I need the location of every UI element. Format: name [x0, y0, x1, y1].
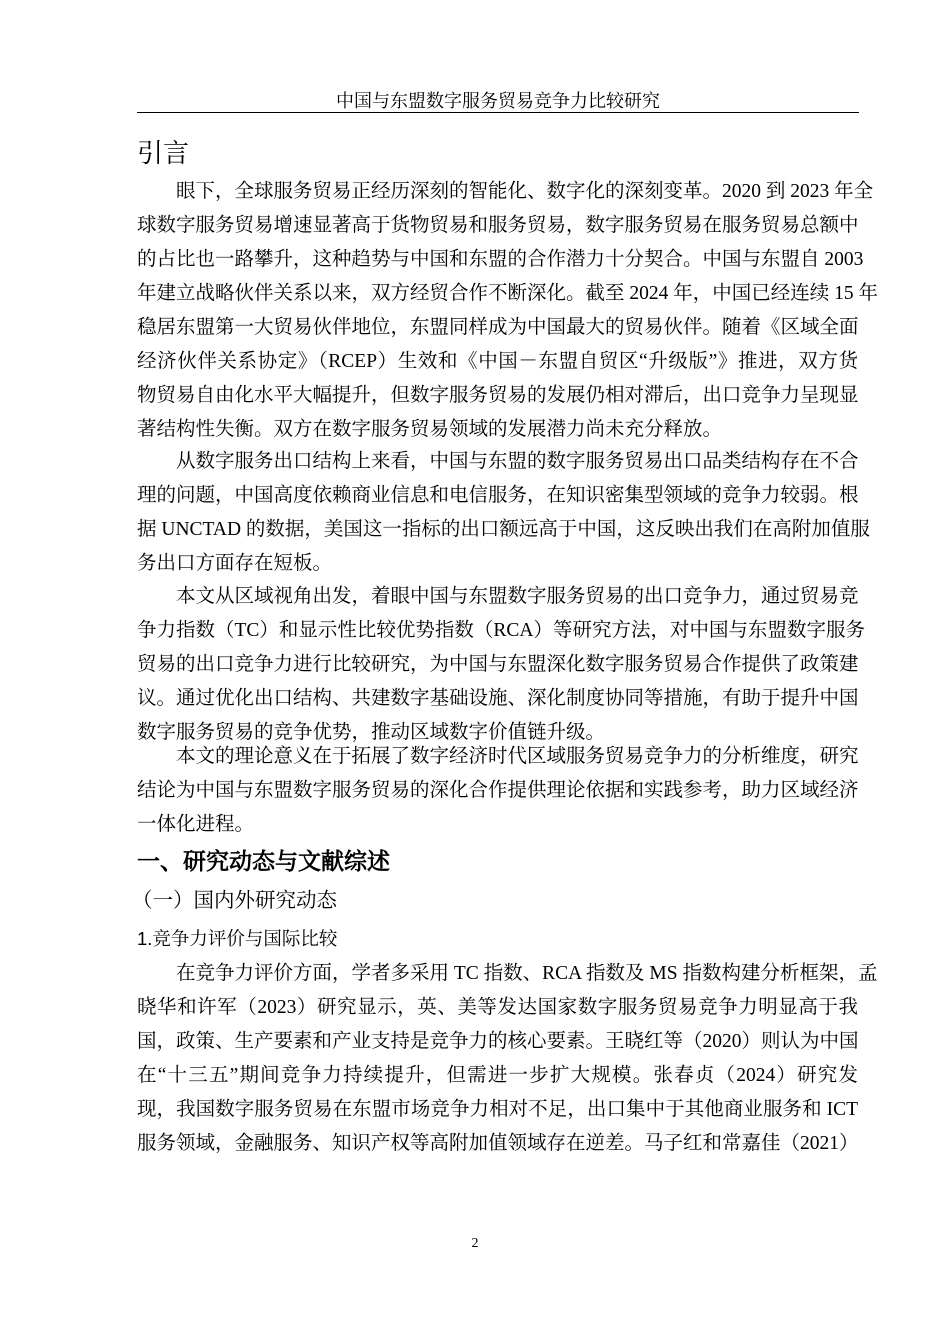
text-line: 据 UNCTAD 的数据，美国这一指标的出口额远高于中国，这反映出我们在高附加值服 — [137, 519, 870, 540]
heading-introduction: 引言 — [137, 138, 190, 168]
text-line: 本文的理论意义在于拓展了数字经济时代区域服务贸易竞争力的分析维度，研究 — [176, 746, 859, 767]
page-number: 2 — [471, 1236, 479, 1251]
text-line: 稳居东盟第一大贸易伙伴地位，东盟同样成为中国最大的贸易伙伴。随着《区域全面 — [137, 317, 859, 338]
text-line: 经济伙伴关系协定》（RCEP）生效和《中国－东盟自贸区“升级版”》推进，双方货 — [137, 351, 858, 372]
text-line: 本文从区域视角出发，着眼中国与东盟数字服务贸易的出口竞争力，通过贸易竞 — [176, 586, 859, 607]
text-line: 从数字服务出口结构上来看，中国与东盟的数字服务贸易出口品类结构存在不合 — [176, 451, 859, 472]
subsubheading-competitiveness: 1.竞争力评价与国际比较 — [137, 928, 338, 949]
text-line: 数字服务贸易的竞争优势，推动区域数字价值链升级。 — [137, 722, 606, 743]
text-line: 国，政策、生产要素和产业支持是竞争力的核心要素。王晓红等（2020）则认为中国 — [137, 1031, 859, 1052]
text-line: 在竞争力评价方面，学者多采用 TC 指数、RCA 指数及 MS 指数构建分析框架，孟 — [176, 963, 878, 984]
text-line: 理的问题，中国高度依赖商业信息和电信服务，在知识密集型领域的竞争力较弱。根 — [137, 485, 859, 506]
subheading-research-trends: （一）国内外研究动态 — [132, 889, 337, 912]
text-line: 贸易的出口竞争力进行比较研究，为中国与东盟深化数字服务贸易合作提供了政策建 — [137, 654, 859, 675]
text-line: 一体化进程。 — [137, 814, 255, 835]
text-line: 争力指数（TC）和显示性比较优势指数（RCA）等研究方法，对中国与东盟数字服务 — [137, 620, 866, 641]
intro-paragraph-4 — [137, 740, 858, 842]
running-header: 中国与东盟数字服务贸易竞争力比较研究 — [137, 90, 859, 113]
text-line: 服务领域，金融服务、知识产权等高附加值领域存在逆差。马子红和常嘉佳（2021） — [137, 1133, 859, 1154]
text-line: 晓华和许军（2023）研究显示，英、美等发达国家数字服务贸易竞争力明显高于我 — [137, 997, 858, 1018]
text-line: 物贸易自由化水平大幅提升，但数字服务贸易的发展仍相对滞后，出口竞争力呈现显 — [137, 385, 859, 406]
text-line: 的占比也一路攀升，这种趋势与中国和东盟的合作潜力十分契合。中国与东盟自 2003 — [137, 249, 864, 270]
text-line: 现，我国数字服务贸易在东盟市场竞争力相对不足，出口集中于其他商业服务和 ICT — [137, 1099, 858, 1120]
section1-paragraph — [137, 957, 878, 1161]
text-line: 眼下，全球服务贸易正经历深刻的智能化、数字化的深刻变革。2020 到 2023 年全 — [176, 181, 874, 202]
intro-paragraph-1 — [137, 175, 879, 447]
text-line: 在“十三五”期间竞争力持续提升，但需进一步扩大规模。张春贞（2024）研究发 — [137, 1065, 858, 1086]
text-line: 结论为中国与东盟数字服务贸易的深化合作提供理论依据和实践参考，助力区域经济 — [137, 780, 859, 801]
text-line: 球数字服务贸易增速显著高于货物贸易和服务贸易，数字服务贸易在服务贸易总额中 — [137, 215, 859, 236]
text-line: 务出口方面存在短板。 — [137, 553, 333, 574]
intro-paragraph-2 — [137, 445, 870, 581]
text-line: 著结构性失衡。双方在数字服务贸易领域的发展潜力尚未充分释放。 — [137, 419, 723, 440]
intro-paragraph-3 — [137, 580, 866, 750]
text-line: 议。通过优化出口结构、共建数字基础设施、深化制度协同等措施，有助于提升中国 — [137, 688, 859, 709]
text-line: 年建立战略伙伴关系以来，双方经贸合作不断深化。截至 2024 年，中国已经连续 15 年 — [137, 283, 879, 304]
heading-section-1: 一、研究动态与文献综述 — [137, 848, 390, 874]
